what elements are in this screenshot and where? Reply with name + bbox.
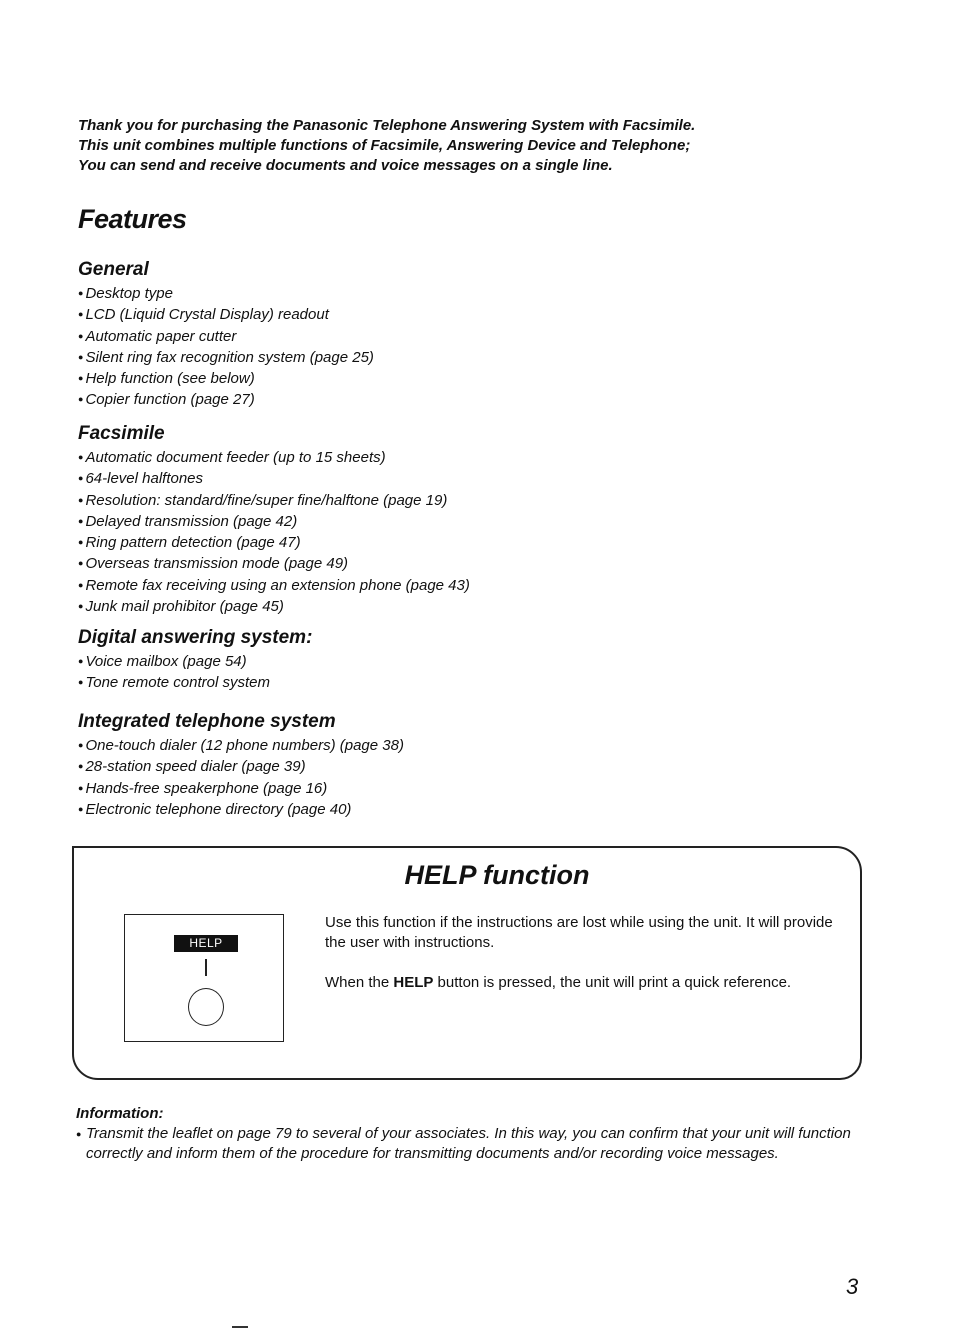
list-item: ● 64-level halftones [78,468,878,489]
section-facsimile [78,422,878,617]
scan-mark [232,1326,248,1328]
list-item: ● Help function (see below) [78,368,878,389]
list-item: ● Automatic paper cutter [78,326,878,347]
help-paragraph-text: button is pressed, the unit will print a quick reference. [433,974,792,991]
section-general [78,258,878,411]
list-item: ● Desktop type [78,283,878,304]
list-item: ● Voice mailbox (page 54) [78,651,878,672]
list-item: ● One-touch dialer (12 phone numbers) (page 38) [78,735,878,756]
list-item: ● Silent ring fax recognition system (page 25) [78,347,878,368]
list-item: ● Automatic document feeder (up to 15 sheets) [78,447,878,468]
button-circle-icon [188,988,224,1026]
list-item: ● 28-station speed dialer (page 39) [78,756,878,777]
help-function-title: HELP function [404,860,590,890]
list-item: ● Overseas transmission mode (page 49) [78,553,878,574]
list-item: ● Remote fax receiving using an extension phone (page 43) [78,575,878,596]
list-item: ● LCD (Liquid Crystal Display) readout [78,304,878,325]
section-heading: Facsimile [78,423,165,444]
help-paragraph: Use this function if the instructions are lost while using the unit. It will provide the user with instructions. [325,914,833,951]
list-item: ● Delayed transmission (page 42) [78,511,878,532]
list-item: ● Ring pattern detection (page 47) [78,532,878,553]
section-heading: Digital answering system: [78,627,313,648]
help-button-illustration [124,914,284,1042]
section-heading: Integrated telephone system [78,711,336,732]
section-heading: General [78,259,149,280]
intro-line: You can send and receive documents and voice messages on a single line. [78,157,613,174]
list-item: ● Electronic telephone directory (page 40) [78,799,878,820]
section-integrated-telephone [78,710,878,820]
list-item: ● Junk mail prohibitor (page 45) [78,596,878,617]
list-item: ● Hands-free speakerphone (page 16) [78,778,878,799]
intro-line: Thank you for purchasing the Panasonic Telephone Answering System with Facsimile. [78,117,696,134]
feature-list [78,447,878,617]
list-item: ● Resolution: standard/fine/super fine/halftone (page 19) [78,490,878,511]
information-item [76,1124,866,1164]
section-digital-answering [78,626,878,694]
list-item: ● Tone remote control system [78,672,878,693]
help-keyword: HELP [393,974,434,991]
feature-list [78,651,878,694]
information-note [76,1105,866,1164]
intro-text [78,116,898,176]
help-description [325,913,845,1013]
features-title: Features [78,204,187,234]
page-number: 3 [846,1274,859,1299]
information-heading: Information: [76,1105,164,1122]
feature-list [78,735,878,820]
list-item: ● Copier function (page 27) [78,389,878,410]
help-paragraph [325,973,845,993]
bullet-icon: ● [76,1129,82,1139]
intro-line: This unit combines multiple functions of Facsimile, Answering Device and Telephone; [78,137,691,154]
feature-list [78,283,878,411]
help-paragraph-text: When the [325,974,394,991]
help-key-label: HELP [174,935,238,952]
information-text: Transmit the leaflet on page 79 to several of your associates. In this way, you can confirm that your unit will function correctly and inform them of the procedure for transmitting documents and/or recording voice messages. [86,1125,851,1162]
connector-line [205,959,207,976]
